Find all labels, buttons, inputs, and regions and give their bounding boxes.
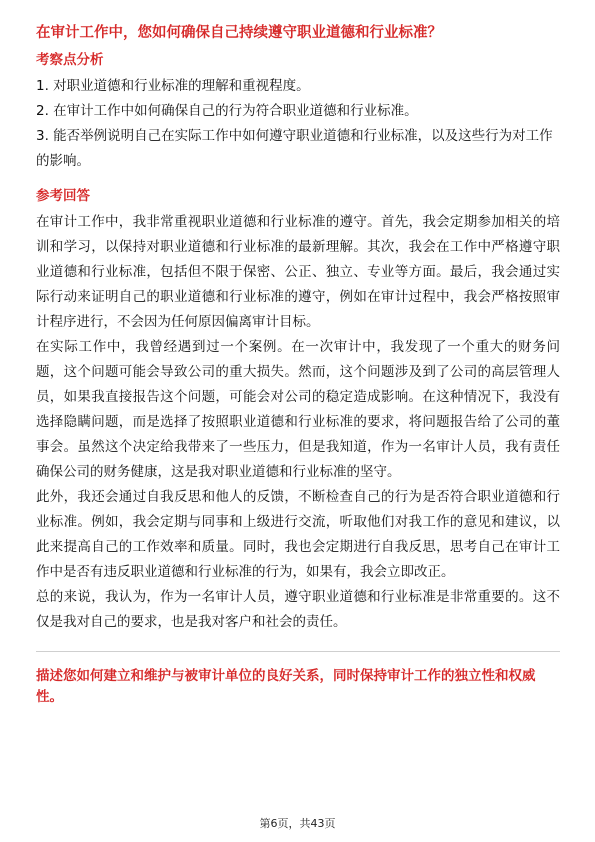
answer-paragraph: 此外，我还会通过自我反思和他人的反馈，不断检查自己的行为是否符合职业道德和行业标准。例如，我会定期与同事和上级进行交流，听取他们对我工作的意见和建议，以此来提高自己的工作效率和质量。同时，我也会定期进行自我反思，思考自己在审计工作中是否有违反职业道德和行业标准的行为，如果有，我会立即改正。 — [36, 489, 560, 580]
answer-paragraph: 在实际工作中，我曾经遇到过一个案例。在一次审计中，我发现了一个重大的财务问题，这个问题可能会导致公司的重大损失。然而，这个问题涉及到了公司的高层管理人员，如果我直接报告这个问题，可能会对公司的稳定造成影响。在这种情况下，我没有选择隐瞒问题，而是选择了按照职业道德和行业标准的要求，将问题报告给了公司的董事会。虽然这个决定给我带来了一些压力，但是我知道，作为一名审计人员，我有责任确保公司的财务健康，这是我对职业道德和行业标准的坚守。 — [36, 339, 560, 480]
next-question-title: 描述您如何建立和维护与被审计单位的良好关系，同时保持审计工作的独立性和权威性。 — [36, 668, 536, 705]
document-page — [36, 22, 560, 708]
answer-paragraph: 在审计工作中，我非常重视职业道德和行业标准的遵守。首先，我会定期参加相关的培训和学习，以保持对职业道德和行业标准的最新理解。其次，我会在工作中严格遵守职业道德和行业标准，包括但不限于保密、公正、独立、专业等方面。最后，我会通过实际行动来证明自己的职业道德和行业标准的遵守，例如在审计过程中，我会严格按照审计程序进行，不会因为任何原因偏离审计目标。 — [36, 214, 560, 330]
answer-paragraph: 总的来说，我认为，作为一名审计人员，遵守职业道德和行业标准是非常重要的。这不仅是我对自己的要求，也是我对客户和社会的责任。 — [36, 589, 560, 630]
page-number: 第6页，共43页 — [259, 817, 336, 830]
analysis-item: 3. 能否举例说明自己在实际工作中如何遵守职业道德和行业标准，以及这些行为对工作的影响。 — [36, 128, 553, 169]
analysis-title: 考察点分析 — [36, 52, 104, 68]
question-title: 在审计工作中，您如何确保自己持续遵守职业道德和行业标准？ — [36, 25, 442, 41]
analysis-item: 1. 对职业道德和行业标准的理解和重视程度。 — [36, 78, 310, 94]
divider — [36, 651, 560, 652]
answer-title: 参考回答 — [36, 188, 90, 204]
analysis-item: 2. 在审计工作中如何确保自己的行为符合职业道德和行业标准。 — [36, 103, 418, 119]
